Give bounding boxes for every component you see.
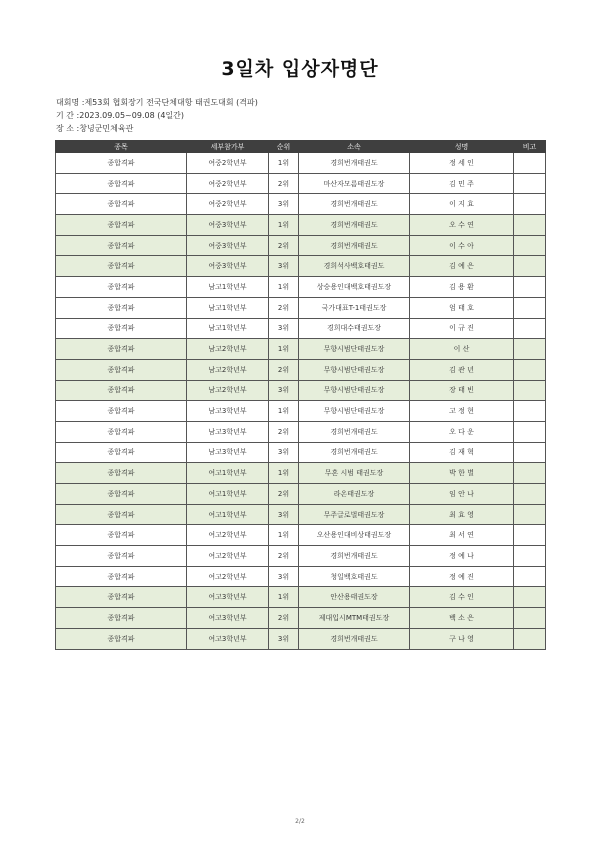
header-event: 종목 (56, 141, 187, 153)
cell-name: 이 지 효 (410, 194, 514, 215)
cell-event: 종합격파 (56, 608, 187, 629)
table-header-row (56, 141, 546, 153)
cell-team: 경희번개태권도 (299, 546, 410, 567)
table-row (56, 215, 546, 236)
cell-team: 제대입시MTM태권도장 (299, 608, 410, 629)
cell-team: 무주글로벌태권도장 (299, 504, 410, 525)
cell-name: 김 재 혁 (410, 442, 514, 463)
cell-rank: 1위 (269, 339, 299, 360)
cell-team: 경희번개태권도 (299, 153, 410, 174)
cell-note (514, 442, 546, 463)
header-name: 성명 (410, 141, 514, 153)
table-row (56, 359, 546, 380)
header-team: 소속 (299, 141, 410, 153)
cell-event: 종합격파 (56, 628, 187, 649)
cell-team: 무향시범단태권도장 (299, 380, 410, 401)
cell-division: 남고2학년부 (187, 339, 269, 360)
header-note: 비고 (514, 141, 546, 153)
cell-event: 종합격파 (56, 421, 187, 442)
cell-rank: 3위 (269, 318, 299, 339)
cell-division: 여중3학년부 (187, 215, 269, 236)
cell-division: 남고2학년부 (187, 380, 269, 401)
cell-note (514, 277, 546, 298)
venue-label: 장 소 : (56, 124, 80, 133)
cell-note (514, 194, 546, 215)
cell-note (514, 318, 546, 339)
cell-team: 경희번개태권도 (299, 194, 410, 215)
cell-division: 남고1학년부 (187, 277, 269, 298)
cell-name: 정 예 나 (410, 546, 514, 567)
cell-name: 이 수 아 (410, 235, 514, 256)
cell-name: 김 수 인 (410, 587, 514, 608)
cell-rank: 2위 (269, 297, 299, 318)
cell-event: 종합격파 (56, 442, 187, 463)
table-row (56, 173, 546, 194)
cell-division: 여고3학년부 (187, 608, 269, 629)
cell-team: 상승용인대백호태권도장 (299, 277, 410, 298)
cell-name: 백 소 은 (410, 608, 514, 629)
cell-name: 고 정 현 (410, 401, 514, 422)
cell-team: 무향시범단태권도장 (299, 339, 410, 360)
period-label: 기 간 : (56, 111, 80, 120)
cell-rank: 1위 (269, 153, 299, 174)
table-row (56, 608, 546, 629)
cell-team: 마산자모름태권도장 (299, 173, 410, 194)
cell-name: 구 나 영 (410, 628, 514, 649)
cell-name: 김 관 년 (410, 359, 514, 380)
cell-division: 여고1학년부 (187, 504, 269, 525)
cell-note (514, 297, 546, 318)
cell-note (514, 463, 546, 484)
cell-rank: 3위 (269, 504, 299, 525)
cell-rank: 3위 (269, 380, 299, 401)
cell-rank: 1위 (269, 215, 299, 236)
cell-event: 종합격파 (56, 401, 187, 422)
table-row (56, 421, 546, 442)
cell-event: 종합격파 (56, 318, 187, 339)
cell-note (514, 421, 546, 442)
competition-name-label: 대회명 : (56, 98, 85, 107)
cell-division: 여고2학년부 (187, 546, 269, 567)
cell-name: 오 수 연 (410, 215, 514, 236)
cell-team: 무향시범단태권도장 (299, 359, 410, 380)
cell-note (514, 153, 546, 174)
cell-team: 라온태권도장 (299, 484, 410, 505)
cell-rank: 1위 (269, 587, 299, 608)
cell-event: 종합격파 (56, 215, 187, 236)
table-row (56, 525, 546, 546)
cell-note (514, 566, 546, 587)
cell-note (514, 215, 546, 236)
cell-division: 여고3학년부 (187, 587, 269, 608)
cell-name: 정 세 인 (410, 153, 514, 174)
venue-value: 창녕군민체육관 (79, 124, 134, 133)
cell-event: 종합격파 (56, 277, 187, 298)
cell-team: 경희번개태권도 (299, 442, 410, 463)
table-row (56, 380, 546, 401)
cell-name: 이 규 진 (410, 318, 514, 339)
cell-event: 종합격파 (56, 194, 187, 215)
cell-name: 박 한 별 (410, 463, 514, 484)
cell-event: 종합격파 (56, 297, 187, 318)
cell-event: 종합격파 (56, 359, 187, 380)
cell-note (514, 359, 546, 380)
cell-note (514, 608, 546, 629)
table-row (56, 463, 546, 484)
cell-note (514, 504, 546, 525)
table-row (56, 484, 546, 505)
cell-team: 국가대표T-1태권도장 (299, 297, 410, 318)
table-row (56, 628, 546, 649)
cell-team: 경희번개태권도 (299, 421, 410, 442)
cell-name: 김 민 주 (410, 173, 514, 194)
cell-note (514, 256, 546, 277)
cell-rank: 3위 (269, 628, 299, 649)
cell-note (514, 525, 546, 546)
cell-team: 무향시범단태권도장 (299, 401, 410, 422)
cell-rank: 3위 (269, 566, 299, 587)
cell-rank: 3위 (269, 442, 299, 463)
table-row (56, 297, 546, 318)
cell-team: 오산용인대비상태권도장 (299, 525, 410, 546)
cell-division: 남고3학년부 (187, 421, 269, 442)
cell-division: 여중3학년부 (187, 235, 269, 256)
cell-division: 남고1학년부 (187, 297, 269, 318)
header-division: 세부참가부 (187, 141, 269, 153)
cell-event: 종합격파 (56, 153, 187, 174)
table-row (56, 504, 546, 525)
cell-rank: 3위 (269, 194, 299, 215)
cell-rank: 1위 (269, 525, 299, 546)
cell-rank: 2위 (269, 235, 299, 256)
cell-note (514, 587, 546, 608)
cell-rank: 2위 (269, 608, 299, 629)
cell-division: 여중2학년부 (187, 194, 269, 215)
competition-info (56, 96, 258, 135)
cell-note (514, 173, 546, 194)
cell-name: 엄 태 호 (410, 297, 514, 318)
cell-event: 종합격파 (56, 484, 187, 505)
cell-name: 이 산 (410, 339, 514, 360)
cell-event: 종합격파 (56, 566, 187, 587)
cell-event: 종합격파 (56, 339, 187, 360)
cell-team: 경희번개태권도 (299, 215, 410, 236)
cell-event: 종합격파 (56, 504, 187, 525)
cell-division: 남고3학년부 (187, 401, 269, 422)
winners-table (55, 140, 546, 650)
table-row (56, 153, 546, 174)
cell-division: 남고1학년부 (187, 318, 269, 339)
competition-name-value: 제53회 협회장기 전국단체대항 태권도대회 (격파) (84, 98, 258, 107)
period-value: 2023.09.05~09.08 (4일간) (79, 111, 184, 120)
table-row (56, 194, 546, 215)
cell-event: 종합격파 (56, 546, 187, 567)
cell-event: 종합격파 (56, 173, 187, 194)
cell-team: 경희번개태권도 (299, 628, 410, 649)
venue-row (56, 122, 258, 135)
cell-name: 정 예 진 (410, 566, 514, 587)
cell-note (514, 339, 546, 360)
table-row (56, 546, 546, 567)
cell-rank: 2위 (269, 173, 299, 194)
cell-event: 종합격파 (56, 587, 187, 608)
header-rank: 순위 (269, 141, 299, 153)
cell-note (514, 628, 546, 649)
page-title: 3일차 입상자명단 (221, 58, 379, 80)
cell-division: 남고2학년부 (187, 359, 269, 380)
cell-team: 청일백호태권도 (299, 566, 410, 587)
cell-name: 장 태 빈 (410, 380, 514, 401)
cell-rank: 3위 (269, 256, 299, 277)
cell-division: 여고2학년부 (187, 525, 269, 546)
table-row (56, 442, 546, 463)
table-row (56, 235, 546, 256)
cell-note (514, 484, 546, 505)
cell-division: 여중3학년부 (187, 256, 269, 277)
table-row (56, 339, 546, 360)
competition-name-row (56, 96, 258, 109)
cell-note (514, 235, 546, 256)
table-row (56, 587, 546, 608)
cell-rank: 1위 (269, 401, 299, 422)
cell-team: 경희대수태권도장 (299, 318, 410, 339)
cell-name: 최 서 연 (410, 525, 514, 546)
cell-rank: 1위 (269, 463, 299, 484)
page-number: 2/2 (295, 818, 305, 825)
table-row (56, 401, 546, 422)
cell-name: 오 다 운 (410, 421, 514, 442)
cell-name: 김 용 환 (410, 277, 514, 298)
table-row (56, 566, 546, 587)
cell-division: 여중2학년부 (187, 153, 269, 174)
cell-name: 김 예 은 (410, 256, 514, 277)
table-row (56, 256, 546, 277)
cell-division: 여고2학년부 (187, 566, 269, 587)
cell-rank: 2위 (269, 546, 299, 567)
cell-event: 종합격파 (56, 235, 187, 256)
cell-note (514, 380, 546, 401)
cell-division: 여고1학년부 (187, 484, 269, 505)
cell-note (514, 401, 546, 422)
cell-event: 종합격파 (56, 525, 187, 546)
table-body (56, 153, 546, 650)
cell-team: 안산용태권도장 (299, 587, 410, 608)
cell-rank: 2위 (269, 484, 299, 505)
cell-rank: 2위 (269, 421, 299, 442)
cell-team: 경희번개태권도 (299, 235, 410, 256)
cell-rank: 2위 (269, 359, 299, 380)
cell-event: 종합격파 (56, 256, 187, 277)
table-row (56, 277, 546, 298)
cell-division: 여고1학년부 (187, 463, 269, 484)
cell-name: 최 효 영 (410, 504, 514, 525)
cell-note (514, 546, 546, 567)
cell-event: 종합격파 (56, 463, 187, 484)
cell-division: 남고3학년부 (187, 442, 269, 463)
cell-team: 경희석사백호태권도 (299, 256, 410, 277)
cell-division: 여중2학년부 (187, 173, 269, 194)
cell-division: 여고3학년부 (187, 628, 269, 649)
period-row (56, 109, 258, 122)
table-row (56, 318, 546, 339)
cell-event: 종합격파 (56, 380, 187, 401)
cell-team: 무혼 시범 태권도장 (299, 463, 410, 484)
cell-name: 임 안 나 (410, 484, 514, 505)
cell-rank: 1위 (269, 277, 299, 298)
